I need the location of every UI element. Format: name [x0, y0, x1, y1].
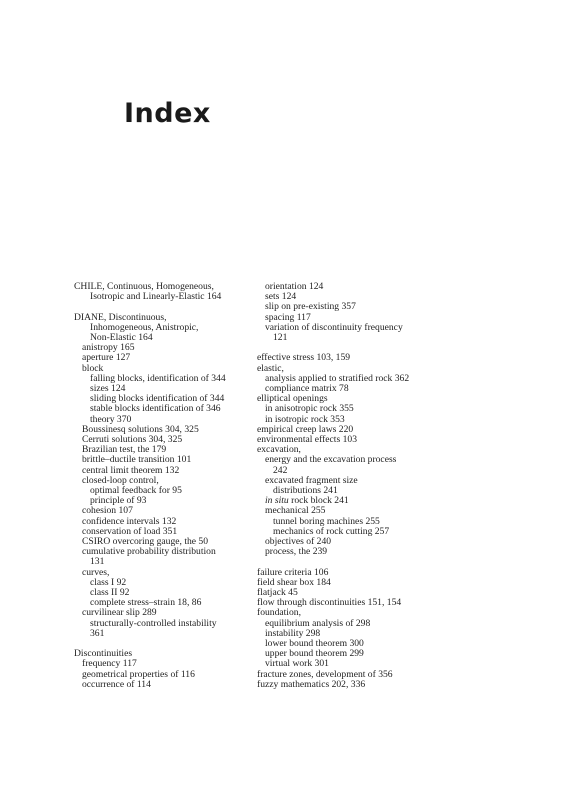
index-entry: block	[82, 362, 104, 374]
index-entry: in isotropic rock 353	[265, 413, 345, 425]
index-entry: CHILE, Continuous, Homogeneous,	[74, 281, 214, 292]
index-entry: class II 92	[90, 587, 130, 599]
index-entry: empirical creep laws 220	[257, 423, 354, 435]
index-entry: Isotropic and Linearly-Elastic 164	[90, 291, 222, 303]
index-entry: sizes 124	[90, 383, 126, 395]
index-entry: Inhomogeneous, Anistropic,	[90, 321, 199, 333]
index-entry: curves,	[82, 566, 110, 578]
index-entry: geometrical properties of 116	[82, 668, 195, 680]
index-entry: equilibrium analysis of 298	[265, 617, 371, 629]
index-entry: fuzzy mathematics 202, 336	[257, 678, 366, 690]
index-entry: flatjack 45	[257, 587, 298, 599]
index-entry: CSIRO overcoring gauge, the 50	[82, 536, 209, 548]
index-entry: virtual work 301	[265, 658, 329, 670]
index-entry: fracture zones, development of 356	[257, 668, 393, 680]
index-entry: excavation,	[257, 444, 301, 456]
index-entry: Discontinuities	[74, 648, 133, 660]
page-title: Index	[124, 98, 211, 129]
index-entry: Boussinesq solutions 304, 325	[82, 423, 199, 435]
index-entry: process, the 239	[265, 546, 328, 558]
index-entry: DIANE, Discontinuous,	[74, 311, 167, 323]
index-column-right	[257, 282, 447, 690]
index-entry: theory 370	[90, 413, 132, 425]
index-entry: 242	[273, 464, 288, 476]
index-entry: confidence intervals 132	[82, 515, 177, 527]
index-entry-text: rock block 241	[288, 495, 349, 507]
index-entry: slip on pre-existing 357	[265, 301, 356, 313]
index-entry: compliance matrix 78	[265, 383, 349, 395]
index-entry: cohesion 107	[82, 505, 133, 517]
index-entry: environmental effects 103	[257, 434, 357, 446]
index-entry: frequency 117	[82, 658, 137, 670]
index-entry: occurrence of 114	[82, 678, 151, 690]
index-entry: central limit theorem 132	[82, 464, 180, 476]
index-entry: tunnel boring machines 255	[273, 515, 380, 527]
index-entry: foundation,	[257, 607, 301, 619]
index-entry: mechanics of rock cutting 257	[273, 525, 390, 537]
index-entry: cumulative probability distribution	[82, 546, 216, 558]
index-entry: elastic,	[257, 362, 284, 374]
index-entry: effective stress 103, 159	[257, 352, 351, 364]
index-entry: class I 92	[90, 576, 127, 588]
index-entry: aperture 127	[82, 352, 131, 364]
index-entry: spacing 117	[265, 311, 311, 323]
index-entry: principle of 93	[90, 495, 147, 507]
index-entry: conservation of load 351	[82, 525, 178, 537]
index-entry: energy and the excavation process	[265, 454, 397, 466]
index-entry: structurally-controlled instability	[90, 617, 217, 629]
index-entry: instability 298	[265, 627, 321, 639]
index-entry: field shear box 184	[257, 576, 331, 588]
index-entry: falling blocks, identification of 344	[90, 372, 226, 384]
index-entry: sets 124	[265, 291, 297, 303]
index-entry: orientation 124	[265, 281, 324, 292]
index-entry: brittle–ductile transition 101	[82, 454, 192, 466]
index-entry-italic: in situ	[265, 495, 289, 507]
index-entry: Brazilian test, the 179	[82, 444, 167, 456]
index-entry: optimal feedback for 95	[90, 485, 182, 497]
index-entry: 121	[273, 332, 288, 344]
index-entry: complete stress–strain 18, 86	[90, 597, 202, 609]
index-entry: sliding blocks identification of 344	[90, 393, 225, 405]
index-entry: objectives of 240	[265, 536, 332, 548]
index-entry: stable blocks identification of 346	[90, 403, 221, 415]
index-entry: distributions 241	[273, 485, 338, 497]
index-entry: curvilinear slip 289	[82, 607, 157, 619]
index-entry: anistropy 165	[82, 342, 135, 354]
index-entry: excavated fragment size	[265, 474, 358, 486]
index-entry: mechanical 255	[265, 505, 326, 517]
index-entry: 131	[90, 556, 105, 568]
index-entry: Cerruti solutions 304, 325	[82, 434, 183, 446]
index-entry: in anisotropic rock 355	[265, 403, 354, 415]
index-entry: lower bound theorem 300	[265, 638, 364, 650]
index-entry: analysis applied to stratified rock 362	[265, 372, 410, 384]
index-entry: Non-Elastic 164	[90, 332, 153, 343]
index-entry: closed-loop control,	[82, 474, 159, 486]
index-entry: variation of discontinuity frequency	[265, 321, 403, 333]
index-entry: 361	[90, 627, 105, 639]
index-entry: elliptical openings	[257, 393, 328, 405]
index-entry: failure criteria 106	[257, 566, 329, 578]
index-column-left	[74, 282, 256, 690]
index-entry: flow through discontinuities 151, 154	[257, 597, 402, 609]
index-entry: upper bound theorem 299	[265, 648, 364, 660]
